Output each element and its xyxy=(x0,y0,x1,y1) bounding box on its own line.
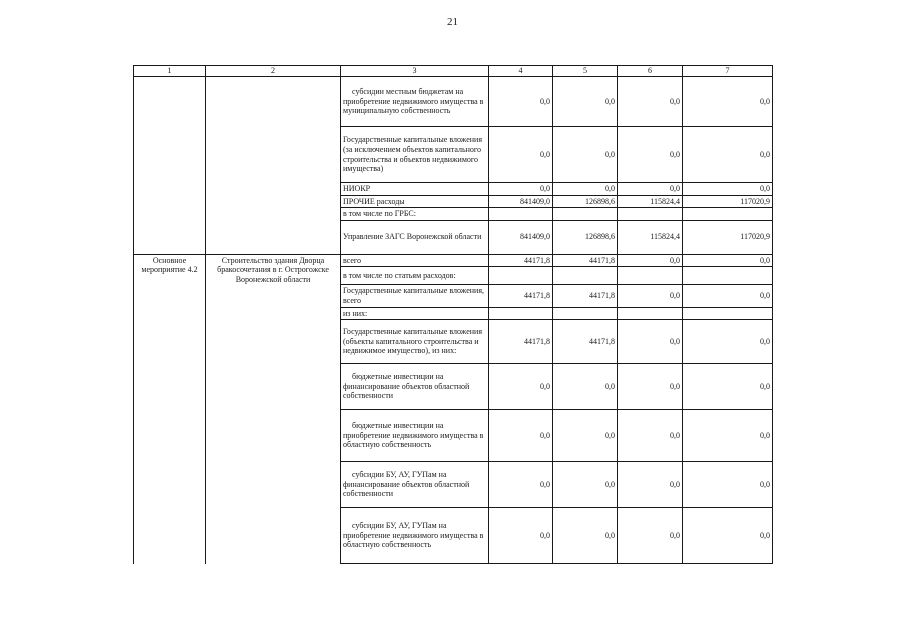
value-cell: 0,0 xyxy=(489,127,553,183)
row-label: Управление ЗАГС Воронежской области xyxy=(341,220,489,254)
value-cell xyxy=(553,307,618,320)
value-cell: 0,0 xyxy=(618,320,683,364)
column-header: 3 xyxy=(341,66,489,77)
value-cell: 0,0 xyxy=(618,183,683,196)
row-label: НИОКР xyxy=(341,183,489,196)
table-row xyxy=(134,254,773,267)
value-cell: 0,0 xyxy=(683,127,773,183)
row-label: всего xyxy=(341,254,489,267)
value-cell: 0,0 xyxy=(618,462,683,508)
measure-code: Основное мероприятие 4.2 xyxy=(134,254,206,563)
value-cell: 0,0 xyxy=(553,364,618,410)
value-cell xyxy=(618,208,683,221)
value-cell xyxy=(489,208,553,221)
row-label: бюджетные инвестиции на финансирование объектов областной собственности xyxy=(341,364,489,410)
continuation-section xyxy=(134,77,773,255)
budget-table xyxy=(133,65,773,564)
value-cell xyxy=(489,307,553,320)
value-cell: 117020,9 xyxy=(683,195,773,208)
value-cell: 44171,8 xyxy=(553,285,618,307)
value-cell xyxy=(618,307,683,320)
value-cell xyxy=(553,208,618,221)
value-cell: 0,0 xyxy=(553,77,618,127)
row-label: Государственные капитальные вложения, всего xyxy=(341,285,489,307)
column-header: 7 xyxy=(683,66,773,77)
value-cell: 0,0 xyxy=(553,183,618,196)
value-cell: 126898,6 xyxy=(553,195,618,208)
empty-col1-cell xyxy=(134,77,206,255)
value-cell: 44171,8 xyxy=(489,285,553,307)
value-cell: 0,0 xyxy=(489,183,553,196)
row-label: Государственные капитальные вложения (за исключением объектов капитального строительства и объектов недвижимого имущества) xyxy=(341,127,489,183)
value-cell: 0,0 xyxy=(553,410,618,462)
value-cell: 0,0 xyxy=(683,77,773,127)
value-cell: 0,0 xyxy=(618,77,683,127)
value-cell xyxy=(618,267,683,285)
value-cell: 44171,8 xyxy=(553,320,618,364)
value-cell: 44171,8 xyxy=(489,254,553,267)
value-cell: 0,0 xyxy=(553,462,618,508)
value-cell: 115824,4 xyxy=(618,195,683,208)
row-label: из них: xyxy=(341,307,489,320)
row-label: в том числе по ГРБС: xyxy=(341,208,489,221)
measure-section xyxy=(134,254,773,563)
value-cell: 0,0 xyxy=(683,254,773,267)
value-cell: 0,0 xyxy=(618,127,683,183)
value-cell: 0,0 xyxy=(553,508,618,564)
value-cell: 0,0 xyxy=(618,254,683,267)
value-cell: 0,0 xyxy=(683,508,773,564)
value-cell: 0,0 xyxy=(489,77,553,127)
value-cell: 841409,0 xyxy=(489,195,553,208)
value-cell: 0,0 xyxy=(553,127,618,183)
row-label: субсидии местным бюджетам на приобретение недвижимого имущества в муниципальную собственность xyxy=(341,77,489,127)
value-cell xyxy=(683,208,773,221)
value-cell: 0,0 xyxy=(618,364,683,410)
column-header-row xyxy=(134,66,773,77)
table-row xyxy=(134,77,773,127)
value-cell: 0,0 xyxy=(618,285,683,307)
value-cell: 117020,9 xyxy=(683,220,773,254)
row-label: Государственные капитальные вложения (объекты капитального строительства и недвижимое имущество), из них: xyxy=(341,320,489,364)
value-cell: 44171,8 xyxy=(489,320,553,364)
value-cell xyxy=(683,307,773,320)
value-cell: 0,0 xyxy=(489,410,553,462)
value-cell: 126898,6 xyxy=(553,220,618,254)
value-cell xyxy=(683,267,773,285)
value-cell: 841409,0 xyxy=(489,220,553,254)
value-cell: 0,0 xyxy=(683,364,773,410)
column-header: 6 xyxy=(618,66,683,77)
value-cell: 0,0 xyxy=(683,410,773,462)
row-label: субсидии БУ, АУ, ГУПам на приобретение недвижимого имущества в областную собственность xyxy=(341,508,489,564)
value-cell: 0,0 xyxy=(683,285,773,307)
empty-col2-cell xyxy=(206,77,341,255)
value-cell: 0,0 xyxy=(618,508,683,564)
row-label: субсидии БУ, АУ, ГУПам на финансирование объектов областной собственности xyxy=(341,462,489,508)
value-cell: 0,0 xyxy=(618,410,683,462)
value-cell: 0,0 xyxy=(683,183,773,196)
row-label: бюджетные инвестиции на приобретение недвижимого имущества в областную собственность xyxy=(341,410,489,462)
column-header: 4 xyxy=(489,66,553,77)
page-number: 21 xyxy=(447,16,458,28)
value-cell: 44171,8 xyxy=(553,254,618,267)
value-cell xyxy=(489,267,553,285)
value-cell: 0,0 xyxy=(489,364,553,410)
column-header: 5 xyxy=(553,66,618,77)
column-header: 2 xyxy=(206,66,341,77)
row-label: ПРОЧИЕ расходы xyxy=(341,195,489,208)
column-header: 1 xyxy=(134,66,206,77)
row-label: в том числе по статьям расходов: xyxy=(341,267,489,285)
value-cell: 0,0 xyxy=(489,462,553,508)
measure-title: Строительство здания Дворца бракосочетания в г. Острогожске Воронежской области xyxy=(206,254,341,563)
value-cell: 0,0 xyxy=(489,508,553,564)
value-cell: 115824,4 xyxy=(618,220,683,254)
value-cell xyxy=(553,267,618,285)
value-cell: 0,0 xyxy=(683,462,773,508)
value-cell: 0,0 xyxy=(683,320,773,364)
